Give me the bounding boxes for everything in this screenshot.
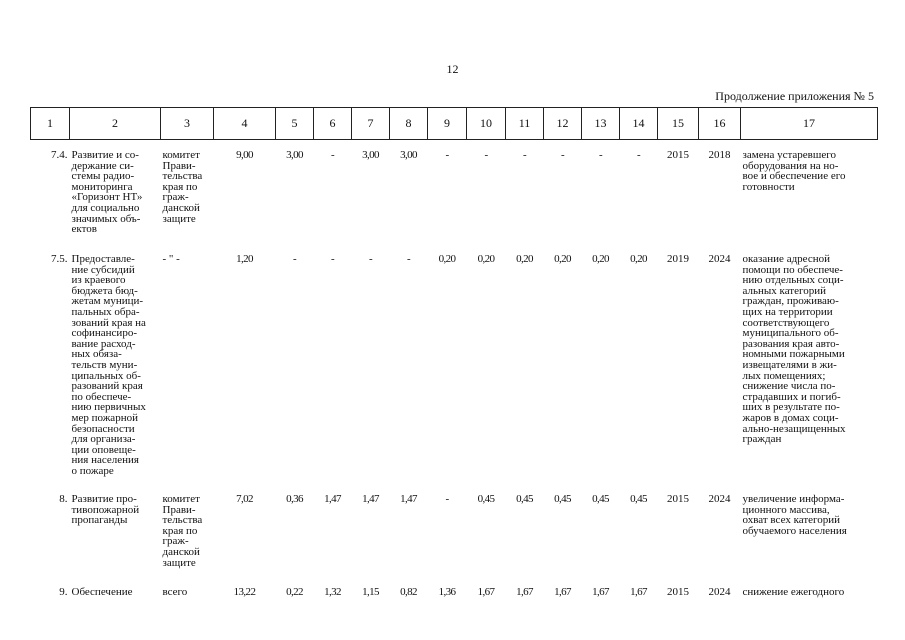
value-2015: 0,22 xyxy=(286,586,303,598)
value-2022: 1,67 xyxy=(554,586,571,598)
value-2021: - xyxy=(522,149,527,161)
column-header: 16 xyxy=(699,108,741,140)
column-header: 4 xyxy=(214,108,276,140)
executor: - " - xyxy=(162,253,180,265)
table-row xyxy=(31,494,878,587)
value-2017: 3,00 xyxy=(362,149,379,161)
value-2023: - xyxy=(598,149,603,161)
column-header: 6 xyxy=(314,108,352,140)
expected-result: увеличение информа- ционного массива, охват всех категорий обучаемого населения xyxy=(742,493,847,537)
value-total: 7,02 xyxy=(236,493,253,505)
value-2023: 0,20 xyxy=(592,253,609,265)
expected-result: оказание адресной помощи по обеспече- нию отдельных соци- альных категорий граждан, проживаю- щих на территории соответствующего муниципального об- разования края авто- номными пожарными извещателями в жи- лых помещениях; снижение числа по- страдавших и погиб- ших в результате по- жаров в домах соци- ально-незащищенных граждан xyxy=(742,253,846,446)
column-header: 5 xyxy=(276,108,314,140)
column-header: 17 xyxy=(741,108,878,140)
appendix-note: Продолжение приложения № 5 xyxy=(715,89,874,103)
value-total: 13,22 xyxy=(233,586,256,598)
value-2024: - xyxy=(636,149,641,161)
start-year: 2015 xyxy=(667,493,689,505)
value-2018: 0,82 xyxy=(400,586,417,598)
value-2019: - xyxy=(445,149,449,161)
measure-name: Развитие про- тивопожарной пропаганды xyxy=(71,493,140,527)
row-number: 7.5. xyxy=(51,253,68,265)
value-2019: - xyxy=(445,493,449,505)
table-row xyxy=(31,254,878,494)
value-2019: 1,36 xyxy=(438,586,456,598)
column-header: 9 xyxy=(428,108,467,140)
column-header: 2 xyxy=(70,108,161,140)
expected-result: снижение ежегодного xyxy=(742,586,845,598)
value-2020: 0,20 xyxy=(477,253,495,265)
column-header: 3 xyxy=(161,108,214,140)
start-year: 2015 xyxy=(667,586,689,598)
row-number: 7.4. xyxy=(51,149,68,161)
value-2022: 0,45 xyxy=(554,493,571,505)
value-2018: 1,47 xyxy=(400,493,417,505)
value-total: 1,20 xyxy=(236,253,253,265)
value-2015: - xyxy=(292,253,297,265)
value-2015: 0,36 xyxy=(286,493,303,505)
value-2024: 0,20 xyxy=(630,253,647,265)
column-header: 1 xyxy=(31,108,70,140)
start-year: 2015 xyxy=(667,149,689,161)
column-header: 10 xyxy=(467,108,506,140)
value-2019: 0,20 xyxy=(438,253,456,265)
row-number: 8. xyxy=(59,493,68,505)
column-header: 8 xyxy=(390,108,428,140)
value-2020: 0,45 xyxy=(477,493,495,505)
executor: комитет Прави- тельства края по граж- данской защите xyxy=(162,149,203,225)
column-header: 12 xyxy=(544,108,582,140)
column-header: 13 xyxy=(582,108,620,140)
value-2020: 1,67 xyxy=(477,586,495,598)
executor: комитет Прави- тельства края по граж- данской защите xyxy=(162,493,203,569)
end-year: 2024 xyxy=(708,493,731,505)
column-header: 15 xyxy=(658,108,699,140)
value-2016: - xyxy=(330,149,335,161)
value-2018: - xyxy=(406,253,411,265)
expected-result: замена устаревшего оборудования на но- вое и обеспечение его готовности xyxy=(742,149,846,193)
column-header: 14 xyxy=(620,108,658,140)
value-2016: - xyxy=(330,253,335,265)
value-total: 9,00 xyxy=(236,149,253,161)
table-row xyxy=(31,587,878,617)
value-2016: 1,32 xyxy=(324,586,341,598)
executor: всего xyxy=(162,586,188,598)
value-2021: 0,20 xyxy=(516,253,533,265)
value-2023: 1,67 xyxy=(592,586,609,598)
row-number: 9. xyxy=(59,586,68,598)
value-2017: 1,47 xyxy=(362,493,379,505)
table-row xyxy=(31,150,878,254)
value-2016: 1,47 xyxy=(324,493,341,505)
value-2015: 3,00 xyxy=(286,149,303,161)
value-2022: - xyxy=(560,149,565,161)
page-number: 12 xyxy=(446,62,459,76)
value-2022: 0,20 xyxy=(554,253,571,265)
program-table xyxy=(30,107,878,617)
header-row xyxy=(31,108,878,140)
column-header: 11 xyxy=(506,108,544,140)
value-2024: 0,45 xyxy=(630,493,647,505)
measure-name: Обеспечение xyxy=(71,586,133,598)
value-2017: 1,15 xyxy=(362,586,379,598)
value-2020: - xyxy=(484,149,488,161)
value-2021: 1,67 xyxy=(516,586,533,598)
measure-name: Развитие и со- держание си- стемы радио- мониторинга «Горизонт НТ» для социально значимых объ- ектов xyxy=(71,149,143,236)
end-year: 2024 xyxy=(708,253,731,265)
end-year: 2018 xyxy=(708,149,731,161)
start-year: 2019 xyxy=(667,253,689,265)
value-2024: 1,67 xyxy=(630,586,647,598)
column-header: 7 xyxy=(352,108,390,140)
end-year: 2024 xyxy=(708,586,731,598)
measure-name: Предоставле- ние субсидий из краевого бюджета бюд- жетам муници- пальных обра- зований края на софинансиро- вание расход- ных обяза- тельств муни- ципальных об- разований края по обеспече- нию первичных мер пожарной безопасности для организа- ции оповеще- ния населения о пожаре xyxy=(71,253,146,477)
value-2021: 0,45 xyxy=(516,493,533,505)
value-2017: - xyxy=(368,253,373,265)
value-2018: 3,00 xyxy=(400,149,417,161)
value-2023: 0,45 xyxy=(592,493,609,505)
